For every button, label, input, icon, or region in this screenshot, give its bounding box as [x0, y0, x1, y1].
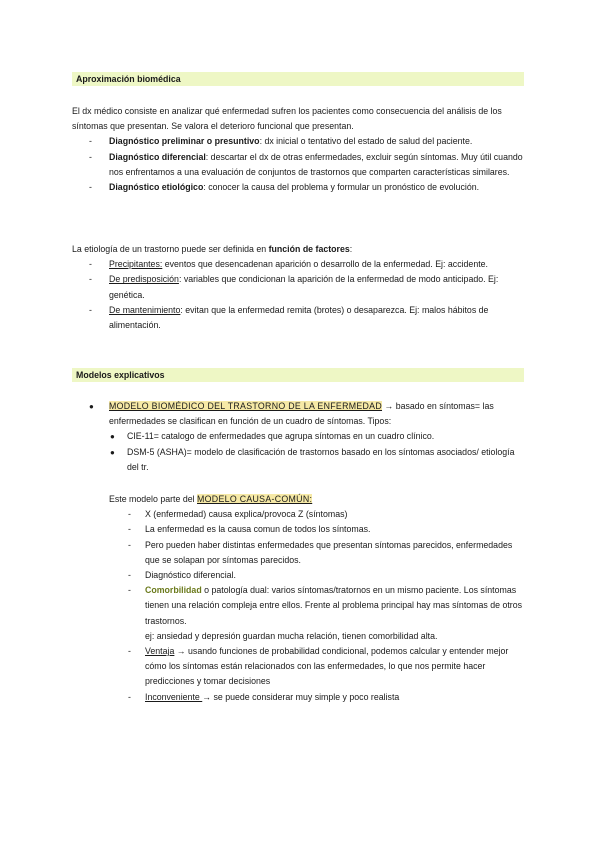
list-item — [72, 180, 528, 195]
factors-list — [72, 257, 528, 333]
dash-marker: - — [128, 691, 131, 702]
item-text: DSM-5 (ASHA)= modelo de clasificación de trastornos basado en los síntomas asociados/ etiología del tr. — [127, 446, 515, 472]
list-item — [127, 583, 528, 644]
list-item — [72, 272, 528, 302]
dash-marker: - — [89, 259, 92, 270]
item-term: De mantenimiento — [109, 304, 181, 315]
causa-term: MODELO CAUSA-COMÚN: — [197, 494, 313, 504]
modelos-body — [72, 399, 528, 475]
types-list — [109, 429, 528, 475]
list-item — [72, 150, 528, 180]
list-item — [109, 445, 528, 475]
item-text: Pero pueden haber distintas enfermedades que presentan síntomas parecidos, enfermedades que se solapan por síntomas parecidos. — [145, 539, 513, 565]
list-item — [127, 690, 528, 705]
list-item — [127, 644, 528, 690]
dash-marker: - — [128, 646, 131, 657]
bullet-marker: ● — [110, 447, 115, 457]
factors-intro-end: : — [349, 244, 353, 254]
factors-intro-text: La etiología de un trastorno puede ser definida en — [72, 244, 269, 254]
item-term: Precipitantes: — [109, 259, 163, 270]
dash-marker: - — [89, 151, 92, 162]
list-item — [72, 399, 528, 475]
dash-marker: - — [128, 570, 131, 581]
heading-text: Aproximación biomédica — [76, 74, 181, 84]
causa-list — [127, 507, 528, 705]
causa-intro — [109, 492, 528, 507]
dash-marker: - — [128, 509, 131, 520]
item-text: → se puede considerar muy simple y poco realista — [202, 691, 400, 702]
item-text: Diagnóstico diferencial. — [145, 570, 236, 581]
list-item — [109, 429, 528, 444]
item-text: → usando funciones de probabilidad condicional, podemos calcular y entender mejor cómo los síntomas están relacionados con las enfermedades, lo que nos permite hacer predicciones y tomar decisiones — [145, 646, 509, 687]
item-text: La enfermedad es la causa comun de todos los síntomas. — [145, 524, 371, 535]
causa-comun-body — [109, 492, 528, 705]
list-item — [127, 538, 528, 568]
item-text: : conocer la causa del problema y formular un pronóstico de evolución. — [203, 182, 480, 193]
dash-marker: - — [128, 585, 131, 596]
item-term: Diagnóstico diferencial — [109, 151, 206, 162]
list-item — [72, 134, 528, 149]
item-text: o patología dual: varios síntomas/tratornos en un mismo paciente. Los síntomas tienen una relación compleja entre ellos. Frente al problema principal hay mas síntomas de otros trastornos. — [145, 585, 522, 626]
section-heading-modelos — [72, 368, 524, 382]
ventaja-term: Ventaja — [145, 646, 175, 657]
biomedica-body — [72, 104, 528, 195]
item-term: Diagnóstico preliminar o presuntivo — [109, 136, 260, 147]
dash-marker: - — [128, 524, 131, 535]
model-term: MODELO BIOMÉDICO DEL TRASTORNO DE LA ENFERMEDAD — [109, 401, 383, 411]
diagnostics-list — [72, 134, 528, 195]
model-text: → basado en síntomas= las enfermedades se clasifican en función de un cuadro de síntomas. Tipos: — [109, 401, 494, 427]
item-term: De predisposición — [109, 274, 179, 285]
factors-body — [72, 242, 528, 333]
factors-intro-bold: función de factores — [268, 244, 350, 254]
factors-intro — [72, 242, 528, 257]
list-item — [72, 303, 528, 333]
comorbilidad-term: Comorbilidad — [145, 585, 202, 596]
inconveniente-term: Inconveniente — [145, 691, 203, 702]
item-text: : evitan que la enfermedad remita (brotes) o desaparezca. Ej: malos hábitos de alimentación. — [109, 304, 489, 331]
item-text: CIE-11= catalogo de enfermedades que agrupa síntomas en un cuadro clínico. — [127, 431, 435, 442]
comorbilidad-example: ej: ansiedad y depresión guardan mucha relación, tienen comorbilidad alta. — [145, 630, 438, 641]
dash-marker: - — [89, 182, 92, 193]
list-item — [127, 507, 528, 522]
item-text: : variables que condicionan la aparición de la enfermedad de modo anticipado. Ej: genética. — [109, 274, 499, 300]
item-text: X (enfermedad) causa explica/provoca Z (síntomas) — [145, 509, 348, 520]
list-item — [72, 257, 528, 272]
bullet-marker: ● — [89, 402, 94, 411]
item-text: : dx inicial o tentativo del estado de salud del paciente. — [259, 136, 473, 147]
heading-text: Modelos explicativos — [76, 370, 165, 380]
dash-marker: - — [89, 136, 92, 147]
list-item — [127, 522, 528, 537]
list-item — [127, 568, 528, 583]
dash-marker: - — [89, 304, 92, 315]
section-heading-biomedica — [72, 72, 524, 86]
dash-marker: - — [89, 274, 92, 285]
dash-marker: - — [128, 539, 131, 550]
models-list — [72, 399, 528, 475]
intro-paragraph: El dx médico consiste en analizar qué enfermedad sufren los pacientes como consecuencia del análisis de los síntomas que presentan. Se valora el deterioro funcional que presentan. — [72, 106, 502, 132]
bullet-marker: ● — [110, 432, 115, 442]
item-text: : descartar el dx de otras enfermedades, excluir según síntomas. Muy útil cuando nos enfrentamos a una evaluación de conjuntos de trastornos que comparten características similares. — [109, 151, 523, 177]
item-term: Diagnóstico etiológico — [109, 182, 204, 193]
item-text: eventos que desencadenan aparición o desarrollo de la enfermedad. Ej: accidente. — [162, 259, 489, 270]
causa-intro-text: Este modelo parte del — [109, 494, 198, 504]
